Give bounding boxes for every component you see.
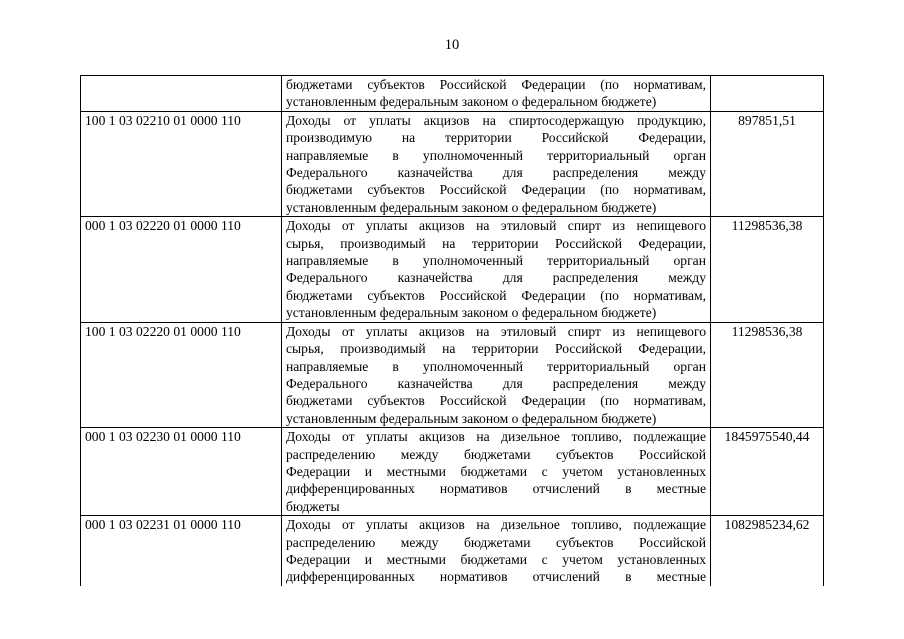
description-line: установленным федеральным законом о федеральном бюджете) bbox=[286, 410, 657, 426]
budget-classification-code: 000 1 03 02230 01 0000 110 bbox=[81, 428, 282, 516]
budget-classification-code: 000 1 03 02231 01 0000 110 bbox=[81, 516, 282, 586]
amount-value: 1845975540,44 bbox=[711, 428, 824, 516]
revenue-description bbox=[282, 76, 711, 112]
description-line: Федерального казначейства для распределения между bbox=[286, 375, 706, 391]
amount-value: 1082985234,62 bbox=[711, 516, 824, 586]
description-line: Доходы от уплаты акцизов на спиртосодержащую продукцию, bbox=[286, 112, 706, 128]
budget-classification-code: 100 1 03 02210 01 0000 110 bbox=[81, 111, 282, 216]
description-line: производимую на территории Российской Федерации, bbox=[286, 130, 706, 146]
amount-value: 897851,51 bbox=[711, 111, 824, 216]
description-line: направляемые в уполномоченный территориальный орган bbox=[286, 253, 706, 269]
amount-value bbox=[711, 76, 824, 112]
description-line: Доходы от уплаты акцизов на дизельное топливо, подлежащие bbox=[286, 429, 706, 445]
description-line: сырья, производимый на территории Российской Федерации, bbox=[286, 341, 706, 357]
table-row bbox=[81, 322, 824, 427]
table-row bbox=[81, 516, 824, 586]
description-line: установленным федеральным законом о федеральном бюджете) bbox=[286, 94, 657, 110]
description-line: Доходы от уплаты акцизов на этиловый спирт из непищевого bbox=[286, 218, 706, 234]
revenue-table bbox=[80, 75, 824, 586]
budget-classification-code bbox=[81, 76, 282, 112]
table-row bbox=[81, 428, 824, 516]
description-line: Федерации и местными бюджетами с учетом установленных bbox=[286, 463, 706, 479]
description-line: бюджетами субъектов Российской Федерации (по нормативам, bbox=[286, 287, 706, 303]
description-line: дифференцированных нормативов отчислений в местные bbox=[286, 569, 706, 585]
description-line: бюджеты bbox=[286, 498, 340, 514]
revenue-description bbox=[282, 516, 711, 586]
table-row bbox=[81, 217, 824, 322]
revenue-description bbox=[282, 322, 711, 427]
table-row bbox=[81, 111, 824, 216]
description-line: Федерального казначейства для распределения между bbox=[286, 165, 706, 181]
description-line: бюджетами субъектов Российской Федерации (по нормативам, bbox=[286, 182, 706, 198]
description-line: распределению между бюджетами субъектов Российской bbox=[286, 446, 706, 462]
revenue-description bbox=[282, 111, 711, 216]
amount-value: 11298536,38 bbox=[711, 217, 824, 322]
description-line: распределению между бюджетами субъектов Российской bbox=[286, 534, 706, 550]
table-row bbox=[81, 76, 824, 112]
description-line: бюджетами субъектов Российской Федерации (по нормативам, bbox=[286, 77, 706, 92]
revenue-description bbox=[282, 428, 711, 516]
description-line: установленным федеральным законом о федеральном бюджете) bbox=[286, 199, 657, 215]
revenue-description bbox=[282, 217, 711, 322]
description-line: дифференцированных нормативов отчислений в местные bbox=[286, 481, 706, 497]
budget-classification-code: 000 1 03 02220 01 0000 110 bbox=[81, 217, 282, 322]
description-line: Федерации и местными бюджетами с учетом установленных bbox=[286, 551, 706, 567]
description-line: направляемые в уполномоченный территориальный орган bbox=[286, 358, 706, 374]
description-line: Доходы от уплаты акцизов на дизельное топливо, подлежащие bbox=[286, 517, 706, 533]
description-line: бюджетами субъектов Российской Федерации (по нормативам, bbox=[286, 393, 706, 409]
description-line: сырья, производимый на территории Российской Федерации, bbox=[286, 235, 706, 251]
description-line: установленным федеральным законом о федеральном бюджете) bbox=[286, 305, 657, 321]
description-line: направляемые в уполномоченный территориальный орган bbox=[286, 147, 706, 163]
page-number: 10 bbox=[444, 37, 460, 53]
amount-value: 11298536,38 bbox=[711, 322, 824, 427]
description-line: Доходы от уплаты акцизов на этиловый спирт из непищевого bbox=[286, 323, 706, 339]
description-line: Федерального казначейства для распределения между bbox=[286, 270, 706, 286]
budget-classification-code: 100 1 03 02220 01 0000 110 bbox=[81, 322, 282, 427]
